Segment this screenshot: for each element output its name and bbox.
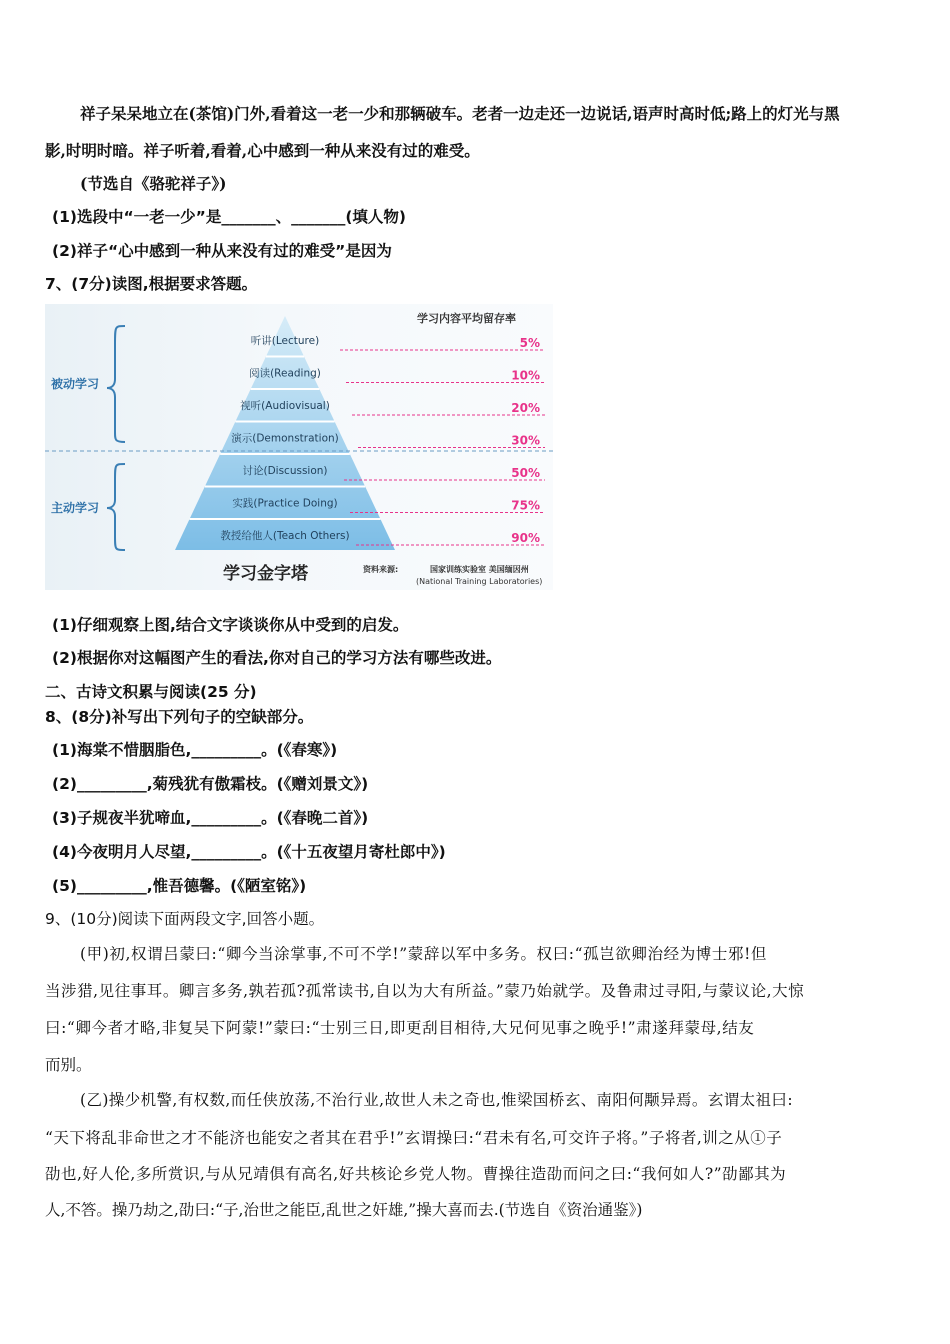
q6-sub1: (1)选段中“一老一少”是_______、_______(填人物) — [52, 208, 406, 226]
pyramid-level-label: 视听(Audiovisual) — [240, 400, 330, 412]
pyramid-level-label: 教授给他人(Teach Others) — [220, 530, 350, 542]
jia-line-3: 曰:“卿今者才略,非复吴下阿蒙!”蒙曰:“士别三日,即更刮目相待,大兄何见事之晚乎!”肃遂拜蒙母,结友 — [45, 1019, 755, 1037]
q7-title: 7、(7分)读图,根据要求答题。 — [45, 275, 258, 293]
q8-item-2: (2)_________,菊残犹有傲霜枝。(《赠刘景文》) — [52, 775, 369, 793]
pyramid-level-label: 演示(Demonstration) — [231, 432, 339, 445]
q8-item-1: (1)海棠不惜胭脂色,_________。(《春寒》) — [52, 741, 338, 759]
jia-line-1: (甲)初,权谓吕蒙曰:“卿今当涂掌事,不可不学!”蒙辞以军中多务。权曰:“孤岂欲卿治经为博士邪!但 — [80, 945, 768, 963]
pyramid-level-value: 10% — [511, 368, 540, 383]
pyramid-level-value: 90% — [511, 531, 540, 545]
jia-line-2: 当涉猎,见往事耳。卿言多务,孰若孤?孤常读书,自以为大有所益。”蒙乃始就学。及鲁肃过寻阳,与蒙议论,大惊 — [45, 982, 805, 1000]
yi-line-3: 劭也,好人伦,多所赏识,与从兄靖俱有高名,好共核论乡党人物。曹操往造劭而问之曰:“我何如人?”劭鄙其为 — [45, 1165, 787, 1183]
value-header: 学习内容平均留存率 — [417, 312, 516, 325]
jia-line-4: 而别。 — [45, 1056, 92, 1074]
group-label-active: 主动学习 — [51, 501, 100, 515]
pyramid-level-label: 听讲(Lecture) — [250, 335, 320, 347]
pyramid-level-value: 30% — [511, 433, 540, 448]
pyramid-level-value: 75% — [511, 498, 540, 513]
q6-sub2: (2)祥子“心中感到一种从来没有过的难受”是因为 — [52, 242, 392, 260]
yi-line-1: (乙)操少机警,有权数,而任侠放荡,不治行业,故世人未之奇也,惟梁国桥玄、南阳何颙异焉。玄谓太祖曰: — [80, 1091, 793, 1109]
section-heading: 二、古诗文积累与阅读(25 分) — [45, 683, 257, 701]
yi-line-4: 人,不答。操乃劫之,劭曰:“子,治世之能臣,乱世之奸雄,”操大喜而去.(节选自《资治通鉴》) — [45, 1201, 643, 1219]
pyramid-level-label: 阅读(Reading) — [249, 367, 321, 380]
pyramid-level-label: 实践(Practice Doing) — [232, 497, 338, 510]
source-label: 资料来源: — [363, 565, 399, 574]
pyramid-level-value: 50% — [511, 466, 540, 480]
q8-title: 8、(8分)补写出下列句子的空缺部分。 — [45, 708, 314, 726]
q7-sub1: (1)仔细观察上图,结合文字谈谈你从中受到的启发。 — [52, 616, 409, 634]
q8-item-3: (3)子规夜半犹啼血,_________。(《春晚二首》) — [52, 809, 369, 827]
q8-item-5: (5)_________,惟吾德馨。(《陋室铭》) — [52, 877, 307, 895]
excerpt-source: (节选自《骆驼祥子》) — [80, 174, 227, 193]
source-org-en: (National Training Laboratories) — [416, 577, 543, 586]
pyramid-level-value: 20% — [511, 401, 540, 415]
group-label-passive: 被动学习 — [51, 377, 100, 391]
pyramid-title: 学习金字塔 — [223, 564, 308, 584]
q9-title: 9、(10分)阅读下面两段文字,回答小题。 — [45, 910, 325, 928]
pyramid-level-label: 讨论(Discussion) — [242, 465, 328, 477]
q8-item-4: (4)今夜明月人尽望,_________。(《十五夜望月寄杜郎中》) — [52, 843, 446, 861]
yi-line-2: “天下将乱非命世之才不能济也能安之者其在君乎!”玄谓操曰:“君未有名,可交许子将。”子将者,训之从①子 — [45, 1129, 783, 1147]
learning-pyramid-figure — [45, 304, 553, 590]
excerpt-line-2: 影,时明时暗。祥子听着,看着,心中感到一种从来没有过的难受。 — [45, 141, 480, 160]
q7-sub2: (2)根据你对这幅图产生的看法,你对自己的学习方法有哪些改进。 — [52, 649, 502, 667]
source-org: 国家训练实验室 美国缅因州 — [430, 565, 529, 574]
pyramid-level-value: 5% — [519, 336, 540, 350]
excerpt-line-1: 祥子呆呆地立在(茶馆)门外,看着这一老一少和那辆破车。老者一边走还一边说话,语声时高时低;路上的灯光与黑 — [80, 104, 840, 123]
